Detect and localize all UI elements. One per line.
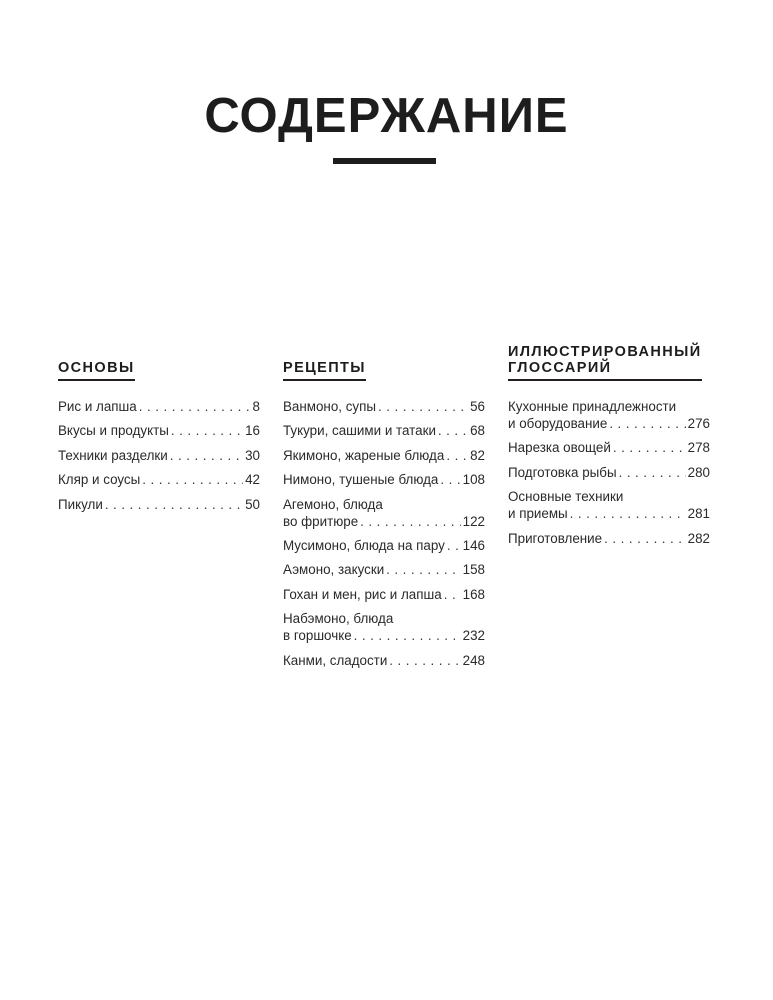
toc-entry[interactable] xyxy=(58,447,260,464)
toc-entry-title: Нимоно, тушеные блюда xyxy=(283,472,439,488)
dot-leader xyxy=(170,447,243,464)
toc-page-number: 68 xyxy=(470,423,485,439)
toc-page-number: 248 xyxy=(462,652,485,668)
dot-leader xyxy=(360,513,461,530)
toc-page-number: 50 xyxy=(245,496,260,512)
section-heading xyxy=(283,360,366,381)
dot-leader xyxy=(139,398,251,415)
section-heading-line: ОСНОВЫ xyxy=(58,360,135,376)
toc-page-number: 30 xyxy=(245,447,260,463)
toc-entry-title: Ванмоно, супы xyxy=(283,399,376,414)
toc-page-number: 278 xyxy=(687,440,710,456)
dot-leader xyxy=(444,586,461,603)
dot-leader xyxy=(438,422,468,439)
dot-leader xyxy=(171,422,243,439)
dot-leader xyxy=(389,652,460,669)
toc-entry-title: Гохан и мен, рис и лапша xyxy=(283,586,442,602)
section-glossary xyxy=(508,345,710,554)
toc-page-number: 42 xyxy=(245,472,260,488)
toc-entry[interactable] xyxy=(58,422,260,439)
toc-page-number: 232 xyxy=(462,628,485,644)
toc-entry-title: Набэмоно, блюда xyxy=(283,611,394,627)
dot-leader xyxy=(447,537,461,554)
toc-page-number: 168 xyxy=(462,586,485,602)
dot-leader xyxy=(354,627,461,644)
dot-leader xyxy=(604,530,686,547)
toc-list xyxy=(283,398,485,669)
dot-leader xyxy=(613,439,686,456)
section-heading-line: РЕЦЕПТЫ xyxy=(283,360,366,376)
toc-entry[interactable] xyxy=(283,537,485,554)
toc-entry[interactable] xyxy=(58,496,260,513)
toc-page-number: 282 xyxy=(687,530,710,546)
toc-page-number: 280 xyxy=(687,464,710,480)
section-heading-line: ИЛЛЮСТРИРОВАННЫЙ xyxy=(508,344,702,360)
dot-leader xyxy=(105,496,243,513)
toc-entry-title: Техники разделки xyxy=(58,447,168,463)
page-title: СОДЕРЖАНИЕ xyxy=(204,89,569,143)
dot-leader xyxy=(446,447,468,464)
toc-page-number: 158 xyxy=(462,562,485,578)
dot-leader xyxy=(386,561,460,578)
toc-entry[interactable] xyxy=(283,496,485,530)
section-recipes xyxy=(283,345,485,676)
toc-page-number: 146 xyxy=(462,537,485,553)
section-heading xyxy=(58,360,135,381)
toc-entry[interactable] xyxy=(508,530,710,547)
toc-page-number: 82 xyxy=(470,447,485,463)
dot-leader xyxy=(570,505,686,522)
toc-entry-title: Пикули xyxy=(58,496,103,512)
toc-entry[interactable] xyxy=(58,398,260,415)
toc-page-number: 108 xyxy=(462,472,485,488)
toc-entry-title: в горшочке xyxy=(283,628,352,644)
toc-entry-title: Мусимоно, блюда на пару xyxy=(283,537,445,553)
toc-page-number: 122 xyxy=(462,513,485,529)
toc-entry-title: Аэмоно, закуски xyxy=(283,562,385,578)
toc-entry-title: Агемоно, блюда xyxy=(283,496,383,512)
toc-entry[interactable] xyxy=(283,422,485,439)
toc-entry[interactable] xyxy=(283,652,485,669)
toc-page-number: 276 xyxy=(687,416,710,431)
toc-entry-title: Якимоно, жареные блюда xyxy=(283,447,445,463)
toc-entry-title: Канми, сладости xyxy=(283,652,388,668)
toc-entry[interactable] xyxy=(283,561,485,578)
toc-entry[interactable] xyxy=(508,439,710,456)
section-basics xyxy=(58,345,260,520)
section-heading xyxy=(508,344,702,381)
toc-entry[interactable] xyxy=(508,398,710,432)
toc-entry-title: во фритюре xyxy=(283,513,359,529)
toc-page-number: 281 xyxy=(687,506,710,522)
toc-page-number: 56 xyxy=(470,399,485,414)
toc-entry-title: Вкусы и продукты xyxy=(58,423,169,439)
section-heading-line: ГЛОССАРИЙ xyxy=(508,360,612,376)
toc-list xyxy=(58,398,260,513)
toc-entry[interactable] xyxy=(283,398,485,415)
toc-entry[interactable] xyxy=(283,610,485,644)
toc-entry-title: Приготовление xyxy=(508,530,603,546)
toc-entry-title: Нарезка овощей xyxy=(508,440,611,456)
toc-entry-title: и оборудование xyxy=(508,416,608,431)
toc-list xyxy=(508,398,710,547)
toc-entry[interactable] xyxy=(283,471,485,488)
dot-leader xyxy=(142,471,243,488)
toc-entry[interactable] xyxy=(508,488,710,522)
toc-page-number: 16 xyxy=(245,423,260,439)
toc-entry[interactable] xyxy=(508,464,710,481)
title-underline xyxy=(333,158,436,164)
dot-leader xyxy=(440,471,460,488)
dot-leader xyxy=(609,415,685,432)
toc-entry-title: Кухонные принадлежности xyxy=(508,399,677,414)
toc-entry-title: Рис и лапша xyxy=(58,399,137,414)
toc-page-number: 8 xyxy=(252,399,260,414)
toc-entry-title: и приемы xyxy=(508,506,568,522)
toc-entry-title: Основные техники xyxy=(508,489,624,505)
toc-entry-title: Подготовка рыбы xyxy=(508,464,617,480)
dot-leader xyxy=(378,398,468,415)
dot-leader xyxy=(619,464,686,481)
toc-entry[interactable] xyxy=(283,586,485,603)
toc-entry[interactable] xyxy=(58,471,260,488)
toc-entry[interactable] xyxy=(283,447,485,464)
toc-entry-title: Тукури, сашими и татаки xyxy=(283,423,436,439)
toc-entry-title: Кляр и соусы xyxy=(58,472,141,488)
